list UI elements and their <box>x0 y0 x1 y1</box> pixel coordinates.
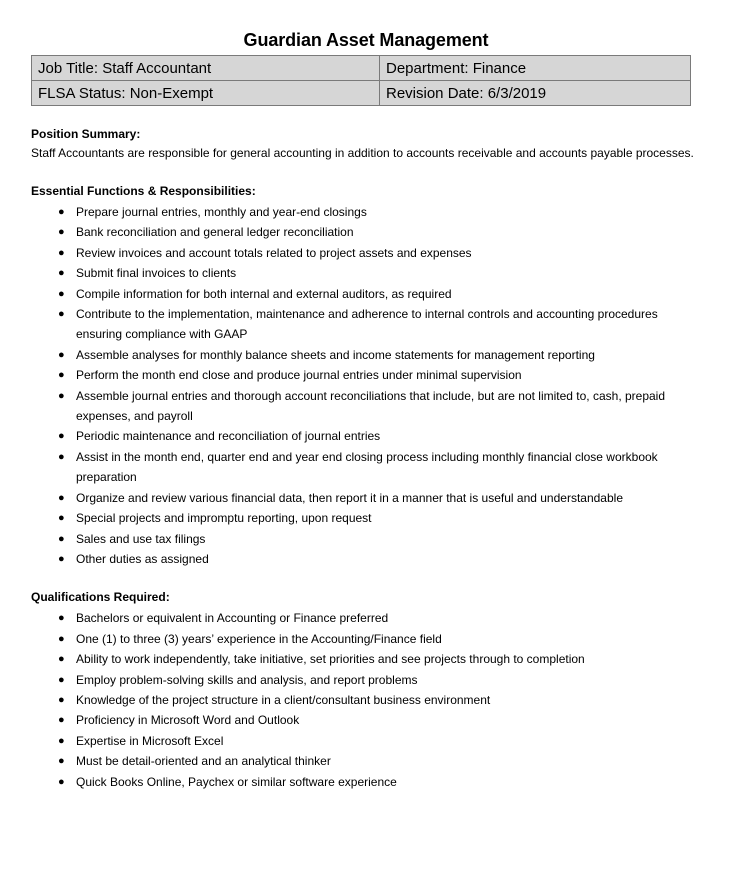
list-item-text: Must be detail-oriented and an analytical thinker <box>76 754 331 769</box>
list-item <box>31 508 676 528</box>
bullet-icon: ● <box>58 775 65 788</box>
list-item-text: Employ problem-solving skills and analysis, and report problems <box>76 672 418 687</box>
list-item-text: Special projects and impromptu reporting, upon request <box>76 511 372 526</box>
list-item <box>31 731 676 751</box>
list-item-text: Ability to work independently, take initiative, set priorities and see projects through to completion <box>76 652 585 667</box>
position-summary-heading: Position Summary: <box>31 127 141 141</box>
list-item <box>31 222 676 242</box>
bullet-icon: ● <box>58 755 65 768</box>
list-item <box>31 690 676 710</box>
flsa-status-cell: FLSA Status: Non-Exempt <box>32 81 380 106</box>
list-item-text: Sales and use tax filings <box>76 531 206 546</box>
list-item <box>31 608 676 628</box>
list-item <box>31 243 676 263</box>
qualifications-heading: Qualifications Required: <box>31 590 170 605</box>
list-item-text: Submit final invoices to clients <box>76 266 237 281</box>
list-item <box>31 488 676 508</box>
list-item-text: Knowledge of the project structure in a client/consultant business environment <box>76 692 491 707</box>
list-item <box>31 529 676 549</box>
bullet-icon: ● <box>58 673 65 686</box>
bullet-icon: ● <box>58 693 65 706</box>
revision-date-cell: Revision Date: 6/3/2019 <box>380 81 691 106</box>
list-item-text: Compile information for both internal and external auditors, as required <box>76 286 452 301</box>
department-cell: Department: Finance <box>380 56 691 81</box>
list-item <box>31 426 676 446</box>
list-item <box>31 263 676 283</box>
list-item <box>31 304 676 345</box>
list-item-text: Proficiency in Microsoft Word and Outlook <box>76 713 300 728</box>
bullet-icon: ● <box>58 287 65 300</box>
list-item <box>31 710 676 730</box>
list-item <box>31 365 676 385</box>
list-item-text: Assemble journal entries and thorough account reconciliations that include, but are not limited to, cash, prepaid expenses, and payroll <box>76 388 666 424</box>
qualifications-list <box>31 608 711 792</box>
job-info-row <box>32 81 691 106</box>
list-item-text: Periodic maintenance and reconciliation of journal entries <box>76 429 381 444</box>
job-info-table <box>31 55 691 106</box>
list-item-text: Assist in the month end, quarter end and year end closing process including monthly financial close workbook preparation <box>76 449 658 485</box>
bullet-icon: ● <box>58 389 65 402</box>
bullet-icon: ● <box>58 267 65 280</box>
bullet-icon: ● <box>58 308 65 321</box>
list-item-text: Bachelors or equivalent in Accounting or Finance preferred <box>76 611 389 626</box>
bullet-icon: ● <box>58 226 65 239</box>
essential-functions-heading: Essential Functions & Responsibilities: <box>31 184 256 198</box>
list-item-text: Perform the month end close and produce journal entries under minimal supervision <box>76 368 522 383</box>
bullet-icon: ● <box>58 714 65 727</box>
list-item-text: Review invoices and account totals related to project assets and expenses <box>76 245 472 260</box>
list-item-text: Contribute to the implementation, maintenance and adherence to internal controls and accounting procedures ensuring compliance with GAAP <box>76 307 658 342</box>
position-summary-text: Staff Accountants are responsible for general accounting in addition to accounts receivable and accounts payable processes. <box>31 146 694 160</box>
job-title-cell: Job Title: Staff Accountant <box>32 56 380 81</box>
bullet-icon: ● <box>58 450 65 463</box>
list-item <box>31 202 676 222</box>
essential-functions-list <box>31 202 711 569</box>
list-item <box>31 284 676 304</box>
bullet-icon: ● <box>58 612 65 625</box>
list-item-text: Organize and review various financial data, then report it in a manner that is useful and understandable <box>76 490 623 505</box>
bullet-icon: ● <box>58 246 65 259</box>
bullet-icon: ● <box>58 552 65 565</box>
job-info-row <box>32 56 691 81</box>
bullet-icon: ● <box>58 734 65 747</box>
bullet-icon: ● <box>58 532 65 545</box>
bullet-icon: ● <box>58 430 65 443</box>
bullet-icon: ● <box>58 369 65 382</box>
list-item <box>31 772 676 792</box>
bullet-icon: ● <box>58 348 65 361</box>
list-item <box>31 670 676 690</box>
list-item-text: One (1) to three (3) years’ experience in the Accounting/Finance field <box>76 631 442 646</box>
list-item <box>31 751 676 771</box>
bullet-icon: ● <box>58 632 65 645</box>
list-item-text: Prepare journal entries, monthly and year-end closings <box>76 205 367 219</box>
document-title: Guardian Asset Management <box>243 30 489 50</box>
list-item-text: Other duties as assigned <box>76 551 209 566</box>
list-item <box>31 629 676 649</box>
list-item-text: Expertise in Microsoft Excel <box>76 733 224 748</box>
list-item-text: Quick Books Online, Paychex or similar software experience <box>76 774 397 789</box>
bullet-icon: ● <box>58 653 65 666</box>
bullet-icon: ● <box>58 206 65 218</box>
list-item-text: Assemble analyses for monthly balance sheets and income statements for management reporting <box>76 347 595 362</box>
list-item <box>31 345 676 365</box>
list-item <box>31 447 676 488</box>
list-item <box>31 649 676 669</box>
bullet-icon: ● <box>58 491 65 504</box>
list-item-text: Bank reconciliation and general ledger reconciliation <box>76 225 354 240</box>
list-item <box>31 549 676 569</box>
bullet-icon: ● <box>58 512 65 525</box>
list-item <box>31 386 676 427</box>
document-body <box>31 125 711 811</box>
